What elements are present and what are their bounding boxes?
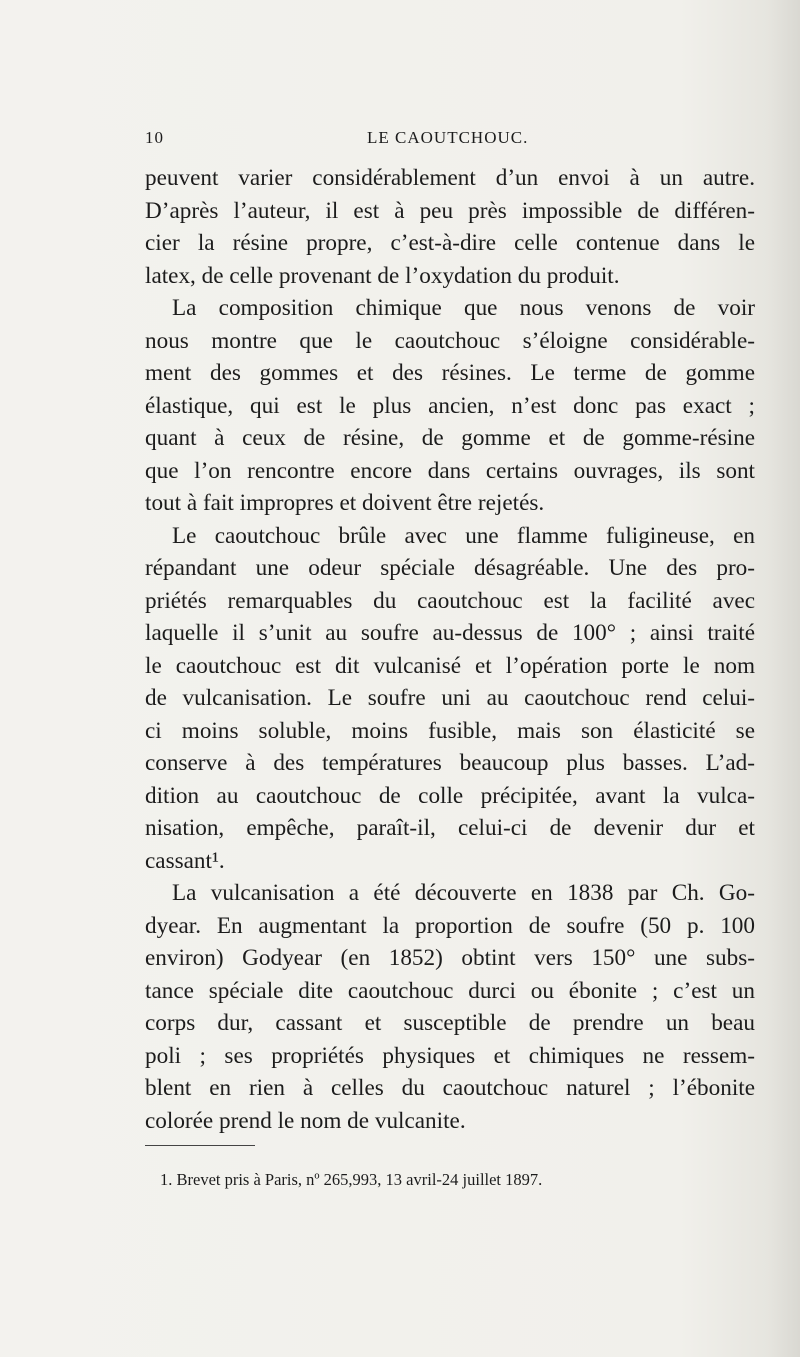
text-line: quant à ceux de résine, de gomme et de gomme-résine xyxy=(145,425,755,451)
text-line: le caoutchouc est dit vulcanisé et l’opération porte le nom xyxy=(145,652,755,679)
text-line: ci moins soluble, moins fusible, mais son élasticité se xyxy=(145,717,755,744)
text-line: élastique, qui est le plus ancien, n’est donc pas exact ; xyxy=(145,392,755,419)
text-line: cier la résine propre, c’est-à-dire celle contenue dans le xyxy=(145,230,755,256)
text-line: latex, de celle provenant de l’oxydation du produit. xyxy=(145,262,620,289)
text-line: nisation, empêche, paraît-il, celui-ci de devenir dur et xyxy=(145,815,755,841)
text-line: conserve à des températures beaucoup plus basses. L’ad- xyxy=(145,750,755,776)
text-line: répandant une odeur spéciale désagréable. Une des pro- xyxy=(145,555,755,581)
text-line: La composition chimique que nous venons de voir xyxy=(172,295,755,321)
text-line: laquelle il s’unit au soufre au-dessus de 100° ; ainsi traité xyxy=(145,620,755,646)
body-text xyxy=(145,162,755,1137)
text-line: ment des gommes et des résines. Le terme de gomme xyxy=(145,360,755,386)
text-line: poli ; ses propriétés physiques et chimiques ne ressem- xyxy=(145,1042,755,1069)
text-line: colorée prend le nom de vulcanite. xyxy=(145,1107,466,1134)
footnote-rule xyxy=(145,1145,255,1146)
text-line: nous montre que le caoutchouc s’éloigne considérable- xyxy=(145,327,755,354)
text-line: que l’on rencontre encore dans certains ouvrages, ils sont xyxy=(145,457,755,484)
page-header xyxy=(145,128,755,152)
text-line: dition au caoutchouc de colle précipitée, avant la vulca- xyxy=(145,782,755,809)
text-line: D’après l’auteur, il est à peu près impossible de différen- xyxy=(145,197,755,224)
text-line: blent en rien à celles du caoutchouc naturel ; l’ébonite xyxy=(145,1075,755,1101)
text-line: dyear. En augmentant la proportion de soufre (50 p. 100 xyxy=(145,912,755,939)
text-line: Le caoutchouc brûle avec une flamme fuligineuse, en xyxy=(172,522,755,549)
text-line: environ) Godyear (en 1852) obtint vers 150° une subs- xyxy=(145,945,755,971)
text-line: tance spéciale dite caoutchouc durci ou ébonite ; c’est un xyxy=(145,977,755,1004)
text-line: corps dur, cassant et susceptible de prendre un beau xyxy=(145,1010,755,1036)
running-title: LE CAOUTCHOUC. xyxy=(367,128,529,147)
text-line: cassant¹. xyxy=(145,847,225,874)
text-line: priétés remarquables du caoutchouc est la facilité avec xyxy=(145,587,755,614)
text-line: de vulcanisation. Le soufre uni au caoutchouc rend celui- xyxy=(145,685,755,711)
page-number: 10 xyxy=(145,128,164,147)
text-line: tout à fait impropres et doivent être rejetés. xyxy=(145,490,545,516)
text-line: peuvent varier considérablement d’un envoi à un autre. xyxy=(145,165,755,191)
text-line: La vulcanisation a été découverte en 1838 par Ch. Go- xyxy=(172,880,755,906)
footnote: 1. Brevet pris à Paris, nº 265,993, 13 avril-24 juillet 1897. xyxy=(160,1170,543,1189)
